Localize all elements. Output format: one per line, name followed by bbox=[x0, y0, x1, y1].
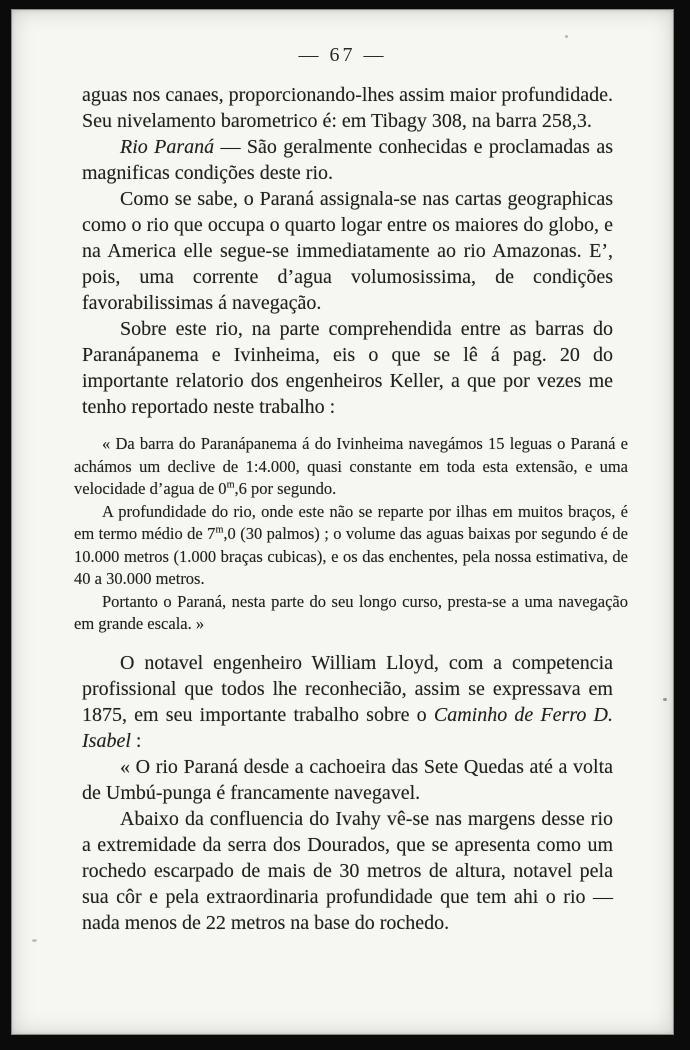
paragraph-rio-parana-text: — São geralmente conhecidas e proclamadas as magnificas condições deste rio. bbox=[82, 136, 613, 184]
quote-profundidade-text-b: ,0 (30 palmos) ; o volume das aguas baixas por segundo é de 10.000 metros (1.000 braças cubicas), e os das enchentes, pela nossa estimativa, de 40 a 30.000 metros. bbox=[74, 524, 628, 588]
quote-profundidade-text-a: A profundidade do rio, onde este não se reparte por ilhas em muitos braços, é em termo médio de 7 bbox=[74, 501, 628, 543]
paragraph-como-se-sabe: Como se sabe, o Paraná assignala-se nas cartas geographicas como o rio que occupa o quarto logar entre os maiores do globo, e na America elle segue-se immediatamente ao rio Amazonas. E’, pois, uma corrente d’agua volumosissima, de condições favorabilissimas á navegação. bbox=[82, 188, 613, 314]
quote-declive-text-a: « Da barra do Paranápanema á do Ivinheima navegámos 15 leguas o Paraná e achámos um declive de 1:4.000, quasi constante em toda esta extensão, e uma velocidade d’agua de 0 bbox=[74, 434, 628, 498]
scan-speck bbox=[663, 698, 667, 701]
paragraph-lloyd-text-a: O notavel engenheiro William Lloyd, com a competencia profissional que todos lhe reconhecião, assim se expressava em 1875, em seu importante trabalho sobre o bbox=[82, 651, 613, 726]
quote-paragraph-portanto: Portanto o Paraná, nesta parte do seu longo curso, presta-se a uma navegação em grande escala. » bbox=[74, 591, 628, 633]
page-paper bbox=[12, 10, 673, 1034]
page-number: — 67 — bbox=[298, 44, 387, 66]
paragraph-sete-quedas: « O rio Paraná desde a cachoeira das Sete Quedas até a volta de Umbú-punga é francamente navegavel. bbox=[82, 755, 613, 804]
paragraph-rio-parana bbox=[82, 134, 613, 186]
superscript-metros: m bbox=[215, 524, 224, 536]
page-text bbox=[74, 82, 628, 936]
superscript-metros: m bbox=[226, 479, 235, 491]
italic-run-rio-parana: Rio Paraná bbox=[120, 136, 215, 158]
scan-speck bbox=[32, 939, 37, 942]
paragraph-abaixo-confluencia: Abaixo da confluencia do Ivahy vê-se nas margens desse rio a extremidade da serra dos Dourados, que se apresenta como um rochedo escarpado de mais de 30 metros de altura, notavel pela sua côr e pela extraordinaria profundidade que tem ahi o rio — nada menos de 22 metros na base do rochedo. bbox=[82, 807, 613, 934]
italic-run-caminho-de-ferro: Caminho de Ferro D. Isabel bbox=[82, 703, 614, 752]
quote-paragraph-profundidade bbox=[74, 501, 628, 591]
keller-report-quote bbox=[74, 433, 628, 636]
paragraph-sobre-este-rio: Sobre este rio, na parte comprehendida entre as barras do Paranápanema e Ivinheima, eis o que se lê á pag. 20 do importante relatorio dos engenheiros Keller, a que por vezes me tenho reportado neste trabalho : bbox=[82, 318, 613, 418]
paragraph-continuation: aguas nos canaes, proporcionando-lhes assim maior profundidade. Seu nivelamento barometrico é: em Tibagy 308, na barra 258,3. bbox=[82, 84, 613, 132]
quote-declive-text-b: ,6 por segundo. bbox=[234, 479, 337, 498]
paragraph-william-lloyd bbox=[82, 650, 613, 754]
quote-paragraph-declive bbox=[74, 433, 628, 501]
scan-speck bbox=[565, 35, 568, 38]
paragraph-lloyd-text-b: : bbox=[130, 729, 142, 752]
